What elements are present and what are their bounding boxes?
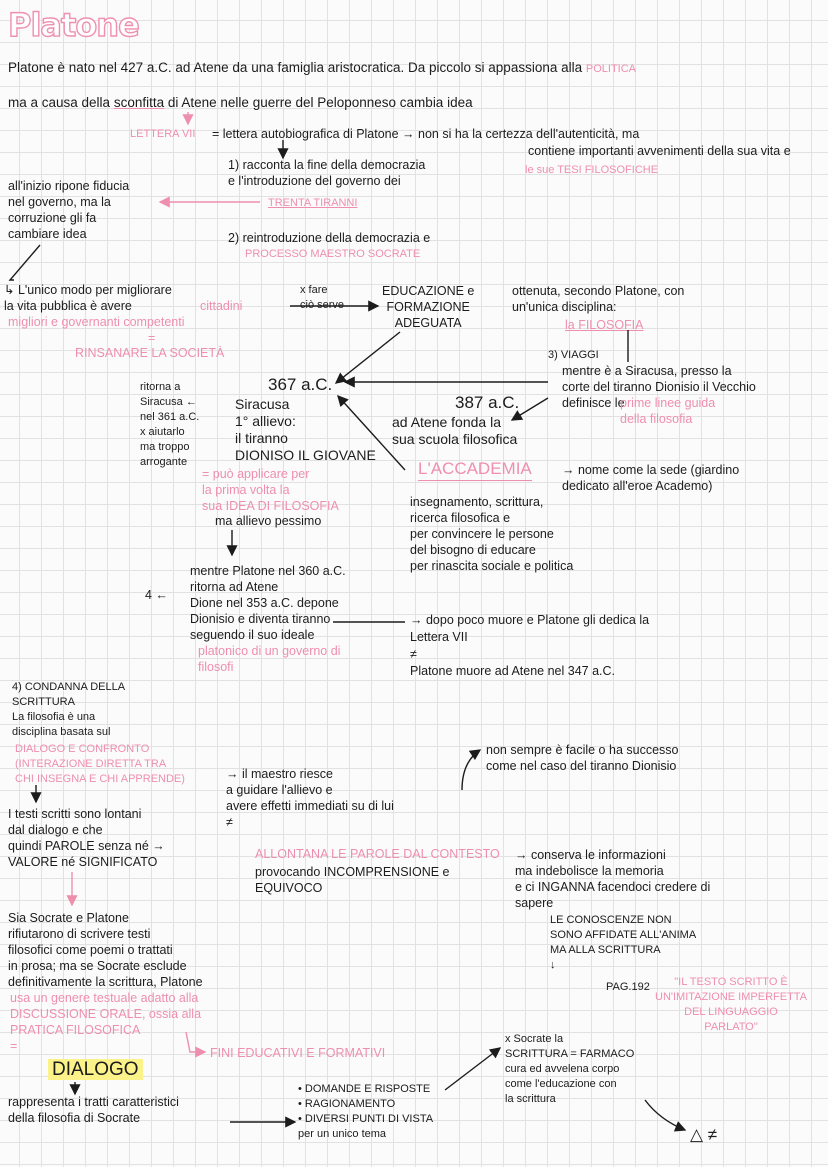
applicare-idea-block bbox=[202, 466, 339, 514]
nome-sede bbox=[562, 462, 739, 494]
ritorna-siracusa-block bbox=[140, 380, 199, 470]
accademia-heading bbox=[418, 458, 532, 481]
text-line: la FILOSOFIA bbox=[565, 318, 644, 332]
fini-educativi bbox=[210, 1045, 385, 1061]
genere-testuale-block bbox=[10, 990, 201, 1054]
ottenuta-block bbox=[512, 283, 684, 315]
text-line: L'ACCADEMIA bbox=[418, 459, 532, 478]
text-line: "IL TESTO SCRITTO È bbox=[674, 976, 788, 988]
dialogo-text: DIALOGO bbox=[48, 1059, 143, 1080]
text-line: x Socrate la bbox=[505, 1033, 564, 1045]
text-line: x aiutarlo bbox=[140, 426, 185, 438]
arrow-4 bbox=[145, 587, 168, 603]
intro-text: Platone è nato nel 427 a.C. ad Atene da una famiglia aristocratica. Da piccolo si appassiona alla bbox=[8, 60, 583, 75]
text-line: per rinascita sociale e politica bbox=[410, 559, 574, 573]
per-fare-cio bbox=[300, 283, 344, 313]
text-line: la prima volta la bbox=[202, 483, 290, 497]
insegnamento-block bbox=[410, 494, 573, 574]
text-line: ricerca filosofica e bbox=[410, 511, 511, 525]
governo-filosofi bbox=[198, 643, 340, 675]
text-line: ritorna a bbox=[140, 381, 181, 393]
text-line: filosofi bbox=[198, 660, 234, 674]
text-line: → il maestro riesce bbox=[226, 767, 333, 781]
dialogo-highlight bbox=[48, 1058, 143, 1082]
text-line: corte del tiranno Dionisio il Vecchio bbox=[562, 380, 756, 394]
text-line: (INTERAZIONE DIRETTA TRA bbox=[15, 758, 167, 770]
text-line: disciplina basata sul bbox=[12, 726, 111, 738]
text-line: Platone muore ad Atene nel 347 a.C. bbox=[410, 664, 616, 678]
text-line: FORMAZIONE bbox=[386, 300, 470, 314]
conserva-block bbox=[515, 847, 710, 911]
fonda-scuola bbox=[392, 414, 517, 448]
text-line: a guidare l'allievo e bbox=[226, 783, 333, 797]
text-line: definisce le bbox=[562, 396, 625, 410]
text-line: della filosofia di Socrate bbox=[8, 1111, 141, 1125]
text-line: dedicato all'eroe Academo) bbox=[562, 479, 713, 493]
arrow bbox=[462, 750, 480, 790]
text-line: DIONISO IL GIOVANE bbox=[235, 447, 376, 463]
text-line: • DOMANDE E RISPOSTE bbox=[298, 1083, 431, 1095]
text-line: rifiutarono di scrivere testi bbox=[8, 927, 151, 941]
arrow bbox=[445, 1048, 500, 1090]
text-line: ↓ bbox=[550, 959, 556, 971]
socrate-platone-block bbox=[8, 910, 203, 990]
text-line: Dionisio e diventa tiranno bbox=[190, 612, 331, 626]
text-line: DISCUSSIONE ORALE, ossia alla bbox=[10, 1007, 202, 1021]
text-line: ciò serve bbox=[300, 299, 345, 311]
caratteristiche-list bbox=[298, 1082, 433, 1142]
la-filosofia bbox=[565, 317, 644, 333]
text-line: ≠ bbox=[226, 815, 233, 829]
text-line: Sia Socrate e Platone bbox=[8, 911, 129, 925]
arrow bbox=[645, 1100, 685, 1130]
text-line: provocando INCOMPRENSIONE e bbox=[255, 865, 450, 879]
text-line: 387 a.C. bbox=[455, 393, 520, 412]
unico-modo-block bbox=[4, 282, 172, 314]
arrow bbox=[336, 332, 400, 383]
year-387 bbox=[455, 392, 519, 414]
text-line: mentre Platone nel 360 a.C. bbox=[190, 564, 346, 578]
text-line: corruzione gli fa bbox=[8, 211, 97, 225]
text-line: RINSANARE LA SOCIETÀ bbox=[75, 346, 225, 360]
text-line: insegnamento, scrittura, bbox=[410, 495, 544, 509]
text-line: e ci INGANNA facendoci credere di bbox=[515, 880, 711, 894]
text-line: della filosofia bbox=[620, 412, 693, 426]
lettera-label: LETTERA VII bbox=[130, 128, 196, 140]
text-line: • RAGIONAMENTO bbox=[298, 1098, 396, 1110]
educazione-block bbox=[382, 283, 474, 331]
text-line: → dopo poco muore e Platone gli dedica la bbox=[410, 613, 650, 627]
lettera-cont: contiene importanti avvenimenti della sua vita e bbox=[528, 144, 791, 158]
text-line: seguendo il suo ideale bbox=[190, 628, 315, 642]
allontana-parole bbox=[255, 846, 500, 862]
text-line: LE CONOSCENZE NON bbox=[550, 914, 672, 926]
text-line: migliori e governanti competenti bbox=[8, 315, 185, 329]
text-line: come nel caso del tiranno Dionisio bbox=[486, 759, 677, 773]
text-line: in prosa; ma se Socrate esclude bbox=[8, 959, 187, 973]
intro-text: di Atene nelle guerre del Peloponneso cambia idea bbox=[167, 95, 473, 110]
text-line: SONO AFFIDATE ALL'ANIMA bbox=[550, 929, 697, 941]
text-line: prime linee guida bbox=[620, 396, 716, 410]
text-line: DIALOGO E CONFRONTO bbox=[15, 743, 150, 755]
text-line: avere effetti immediati su di lui bbox=[226, 799, 394, 813]
text-line: 3) VIAGGI bbox=[548, 349, 599, 361]
text-line: la vita pubblica è avere bbox=[4, 299, 132, 313]
text-line: PROCESSO MAESTRO SOCRATE bbox=[245, 248, 421, 260]
text-line: Siracusa bbox=[235, 396, 290, 412]
text-line: dal dialogo e che bbox=[8, 823, 103, 837]
text-line: PARLATO" bbox=[704, 1021, 758, 1033]
text-line: cura ed avvelena corpo bbox=[505, 1063, 620, 1075]
text-line: MA ALLA SCRITTURA bbox=[550, 944, 661, 956]
text-line: arrogante bbox=[140, 456, 188, 468]
text-line: ma troppo bbox=[140, 441, 190, 453]
racconta-block bbox=[228, 157, 425, 189]
testi-scritti-block bbox=[8, 806, 165, 870]
text-line: SCRITTURA bbox=[12, 696, 75, 708]
text-line: ≠ bbox=[410, 647, 417, 661]
trenta-tiranni bbox=[268, 196, 357, 211]
text-line: → conserva le informazioni bbox=[515, 848, 666, 862]
text-line: CHI INSEGNA E CHI APPRENDE) bbox=[15, 773, 185, 785]
text-line: del bisogno di educare bbox=[410, 543, 536, 557]
text-line: → nome come la sede (giardino bbox=[562, 463, 740, 477]
text-line: △ ≠ bbox=[690, 1125, 718, 1144]
text-line: cambiare idea bbox=[8, 227, 87, 241]
text-line: 4) CONDANNA DELLA bbox=[12, 681, 126, 693]
text-line: sua IDEA DI FILOSOFIA bbox=[202, 499, 339, 513]
text-line: 4 ← bbox=[145, 588, 168, 602]
text-line: La filosofia è una bbox=[12, 711, 96, 723]
text-line: EDUCAZIONE e bbox=[382, 284, 475, 298]
text-line: DEL LINGUAGGIO bbox=[684, 1006, 778, 1018]
text-line: 2) reintroduzione della democrazia e bbox=[228, 231, 431, 245]
text-line: per un unico tema bbox=[298, 1128, 387, 1140]
siracusa-block bbox=[235, 396, 376, 464]
text-line: e l'introduzione del governo dei bbox=[228, 174, 401, 188]
lettera-desc: = lettera autobiografica di Platone → non si ha la certezza dell'autenticità, ma bbox=[212, 127, 640, 141]
prime-linee-guida bbox=[620, 395, 715, 427]
conoscenze-block bbox=[550, 913, 696, 973]
text-line: sua scuola filosofica bbox=[392, 431, 518, 447]
text-line: FINI EDUCATIVI E FORMATIVI bbox=[210, 1046, 386, 1060]
text-line: filosofici come poemi o trattati bbox=[8, 943, 173, 957]
morte-dione-block bbox=[410, 612, 649, 680]
arrow bbox=[10, 245, 40, 280]
text-line: la scrittura bbox=[505, 1093, 556, 1105]
text-line: 1) racconta la fine della democrazia bbox=[228, 158, 426, 172]
text-line: cittadini bbox=[200, 299, 243, 313]
viaggi-heading bbox=[548, 348, 599, 363]
text-line: 367 a.C. bbox=[268, 375, 333, 394]
text-line: ottenuta, secondo Platone, con bbox=[512, 284, 685, 298]
text-line: EQUIVOCO bbox=[255, 881, 323, 895]
provocando-block bbox=[255, 864, 450, 896]
quote-block bbox=[655, 975, 807, 1035]
text-line: Lettera VII bbox=[410, 630, 468, 644]
intro-line-1 bbox=[8, 60, 636, 77]
text-line: ma indebolisce la memoria bbox=[515, 864, 664, 878]
intro-text: ma a causa della bbox=[8, 95, 111, 110]
text-line: I testi scritti sono lontani bbox=[8, 807, 142, 821]
rinsanare-societa bbox=[75, 345, 224, 361]
condanna-scrittura bbox=[12, 680, 125, 740]
text-line: = può applicare per bbox=[202, 467, 310, 481]
text-line: = bbox=[10, 1039, 18, 1053]
politica-highlight: POLITICA bbox=[585, 63, 637, 75]
text-line: definitivamente la scrittura, Platone bbox=[8, 975, 203, 989]
year-367 bbox=[268, 374, 332, 396]
text-line: Siracusa ← bbox=[140, 396, 197, 408]
intro-line-2 bbox=[8, 95, 473, 111]
text-line: PRATICA FILOSOFICA bbox=[10, 1023, 141, 1037]
allievo-pessimo bbox=[215, 513, 321, 529]
text-line: come l'educazione con bbox=[505, 1078, 617, 1090]
reintro-block bbox=[228, 230, 430, 246]
text-line: all'inizio ripone fiducia bbox=[8, 179, 130, 193]
text-line: mentre è a Siracusa, presso la bbox=[562, 364, 732, 378]
text-line: ALLONTANA LE PAROLE DAL CONTESTO bbox=[255, 847, 500, 861]
text-line: quindi PAROLE senza né → bbox=[8, 839, 165, 853]
rappresenta-block bbox=[8, 1094, 179, 1126]
text-line: platonico di un governo di bbox=[198, 644, 341, 658]
text-line: 1° allievo: bbox=[235, 413, 296, 429]
page-reference bbox=[606, 980, 650, 995]
text-line: nel governo, ma la bbox=[8, 195, 111, 209]
text-line: UN'IMITAZIONE IMPERFETTA bbox=[655, 991, 808, 1003]
page-title: Platone bbox=[8, 6, 139, 44]
text-line: un'unica disciplina: bbox=[512, 300, 617, 314]
text-line: per convincere le persone bbox=[410, 527, 554, 541]
text-line: ritorna ad Atene bbox=[190, 580, 279, 594]
fiducia-block bbox=[8, 178, 129, 242]
platone-360-block bbox=[190, 563, 346, 643]
text-line: sapere bbox=[515, 896, 554, 910]
text-line: ma allievo pessimo bbox=[215, 514, 322, 528]
text-line: ad Atene fonda la bbox=[392, 414, 501, 430]
text-line: ↳ L'unico modo per migliorare bbox=[4, 283, 172, 297]
text-line: ADEGUATA bbox=[394, 316, 462, 330]
text-line: non sempre è facile o ha successo bbox=[486, 743, 679, 757]
farmaco-block bbox=[505, 1032, 634, 1107]
dialogo-confronto bbox=[15, 742, 185, 787]
processo-socrate bbox=[245, 247, 420, 262]
tesi-filosofiche: le sue TESI FILOSOFICHE bbox=[525, 164, 659, 176]
sconfitta-underlined: sconfitta bbox=[113, 95, 165, 110]
non-sempre-block bbox=[486, 742, 678, 774]
text-line: PAG.192 bbox=[606, 981, 650, 993]
maestro-block bbox=[226, 766, 394, 830]
text-line: = bbox=[148, 331, 156, 345]
text-line: TRENTA TIRANNI bbox=[268, 197, 358, 209]
text-line: • DIVERSI PUNTI DI VISTA bbox=[298, 1113, 434, 1125]
text-line: il tiranno bbox=[235, 430, 288, 446]
delta-symbol bbox=[690, 1124, 717, 1146]
text-line: rappresenta i tratti caratteristici bbox=[8, 1095, 179, 1109]
text-line: VALORE né SIGNIFICATO bbox=[8, 855, 158, 869]
text-line: usa un genere testuale adatto alla bbox=[10, 991, 199, 1005]
text-line: x fare bbox=[300, 284, 328, 296]
text-line: Dione nel 353 a.C. depone bbox=[190, 596, 339, 610]
text-line: SCRITTURA = FARMACO bbox=[505, 1048, 635, 1060]
text-line: nel 361 a.C. bbox=[140, 411, 200, 423]
